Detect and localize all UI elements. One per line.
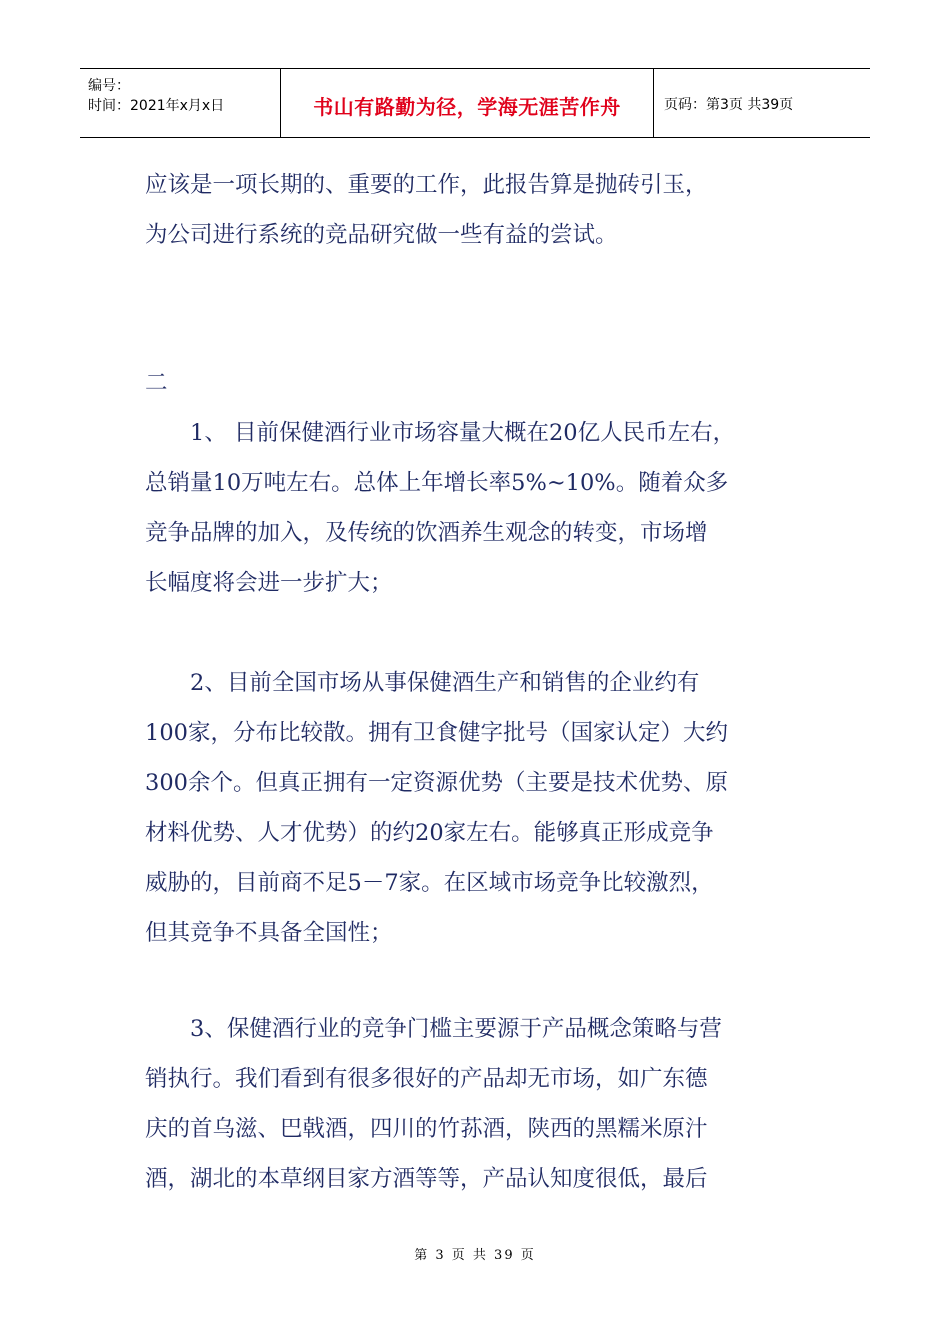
intro-paragraph [145, 160, 825, 260]
text-line: 威胁的，目前商不足5－7家。在区域市场竞争比较激烈， [145, 870, 714, 896]
text-line: 竞争品牌的加入，及传统的饮酒养生观念的转变，市场增 [145, 520, 708, 546]
header-motto-cell [280, 69, 654, 137]
text-line: 1、 目前保健酒行业市场容量大概在20亿人民币左右， [145, 420, 736, 446]
paragraph-2 [145, 658, 825, 958]
text-line: 为公司进行系统的竞品研究做一些有益的尝试。 [145, 222, 618, 248]
page-header [80, 68, 870, 138]
text-line: 庆的首乌滋、巴戟酒，四川的竹荪酒，陕西的黑糯米原汁 [145, 1116, 708, 1142]
paragraph-3 [145, 1004, 825, 1204]
paragraph-1 [145, 408, 825, 608]
page-label: 页码：第3页 共39页 [664, 97, 794, 113]
text-line: 3、保健酒行业的竞争门槛主要源于产品概念策略与营 [145, 1016, 722, 1042]
text-line: 300余个。但真正拥有一定资源优势（主要是技术优势、原 [145, 770, 728, 796]
page-footer: 第 3 页 共 39 页 [414, 1248, 536, 1263]
text-line: 酒，湖北的本草纲目家方酒等等，产品认知度很低，最后 [145, 1166, 708, 1192]
number-label: 编号： [88, 78, 130, 94]
text-line: 材料优势、人才优势）的约20家左右。能够真正形成竞争 [145, 820, 714, 846]
section-heading [145, 358, 825, 408]
text-line: 销执行。我们看到有很多很好的产品却无市场，如广东德 [145, 1066, 708, 1092]
header-right-cell [654, 69, 870, 137]
text-line: 但其竞争不具备全国性； [145, 920, 393, 946]
time-label: 时间：2021年x月x日 [88, 98, 225, 114]
motto: 书山有路勤为径，学海无涯苦作舟 [313, 95, 621, 119]
header-left-cell [80, 69, 280, 137]
text-line: 100家，分布比较散。拥有卫食健字批号（国家认定）大约 [145, 720, 728, 746]
text-line: 应该是一项长期的、重要的工作，此报告算是抛砖引玉， [145, 172, 708, 198]
text-line: 总销量10万吨左右。总体上年增长率5%~10%。随着众多 [145, 470, 729, 496]
text-line: 长幅度将会进一步扩大； [145, 570, 393, 596]
section-number: 二 [145, 370, 168, 396]
text-line: 2、目前全国市场从事保健酒生产和销售的企业约有 [145, 670, 700, 696]
